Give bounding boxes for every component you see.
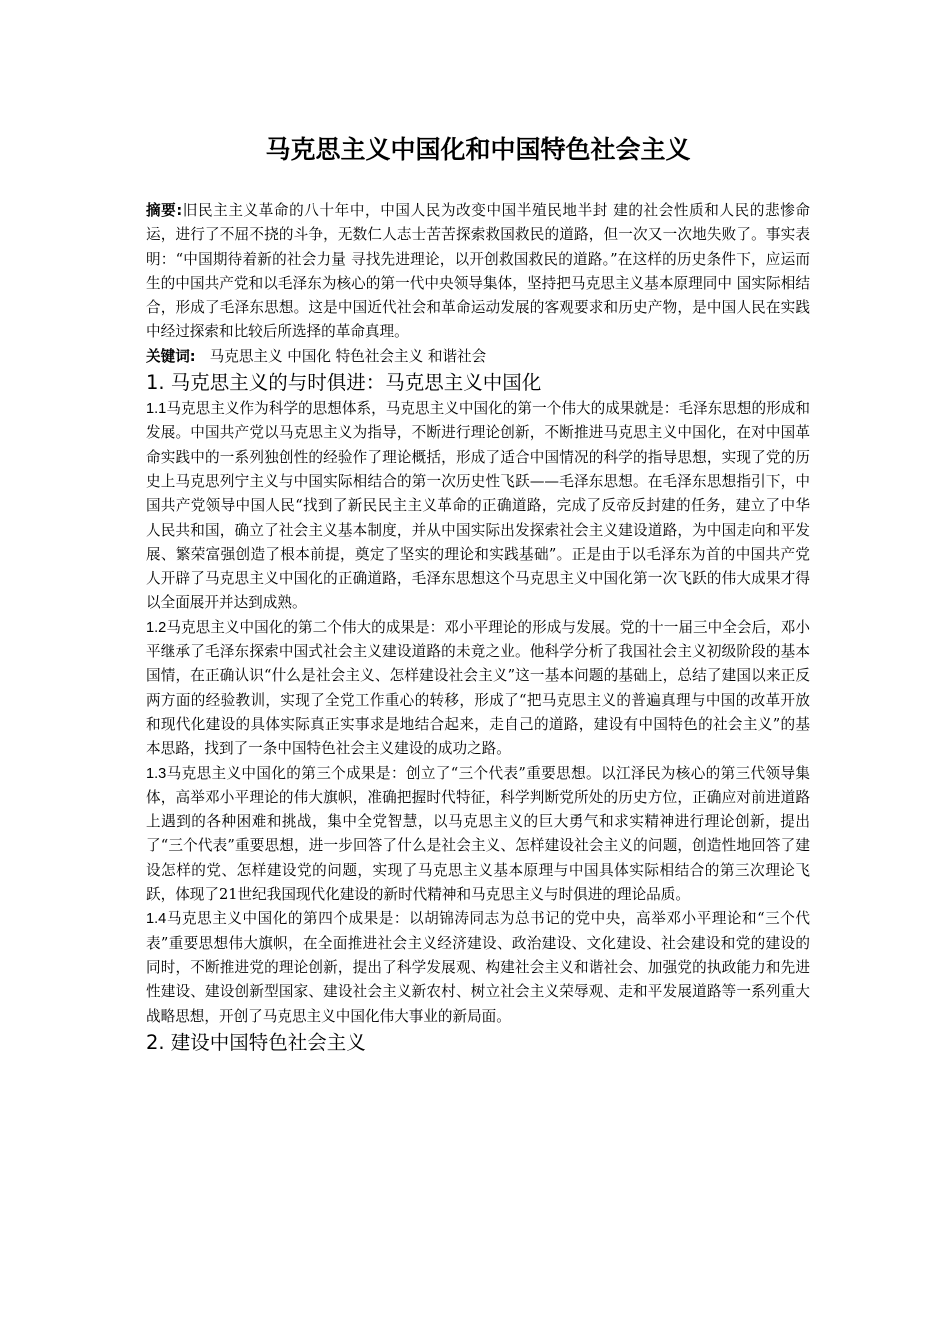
abstract-label: 摘要: [146, 202, 183, 219]
paragraph-1-2 [146, 616, 810, 762]
keywords-label: 关键词: [146, 347, 196, 365]
document-title: 马克思主义中国化和中国特色社会主义 [265, 135, 691, 164]
document-body [146, 199, 810, 1057]
paragraph-1-3 [146, 762, 810, 908]
section-2-heading: 2. 建设中国特色社会主义 [146, 1030, 366, 1054]
paragraph-number: 1.2 [146, 619, 167, 636]
keywords-text: 马克思主义 中国化 特色社会主义 和谐社会 [209, 347, 487, 365]
keywords-paragraph [146, 345, 810, 369]
abstract-text: 旧民主主义革命的八十年中，中国人民为改变中国半殖民地半封 建的社会性质和人民的悲惨命运，进行了不屈不挠的斗争，无数仁人志士苦苦探索救国救民的道路，但一次又一次地失败了。事实表明：“中国期待着新的社会力量 寻找先进理论，以开创救国救民的道路。”在这样的历史条件下，应运而生的中国共产党和以毛泽东为核心的第一代中央领导集体，坚持把马克思主义基本原理同中 国实际相结合，形成了毛泽东思想。这是中国近代社会和革命运动发展的客观要求和历史产物，是中国人民在实践中经过探索和比较后所选择的革命真理。 [146, 202, 810, 341]
paragraph-1-4 [146, 907, 810, 1028]
paragraph-text: 马克思主义中国化的第二个伟大的成果是：邓小平理论的形成与发展。党的十一届三中全会后，邓小平继承了毛泽东探索中国式社会主义建设道路的未竟之业。他科学分析了我国社会主义初级阶段的基本国情，在正确认识“什么是社会主义、怎样建设社会主义”这一基本问题的基础上，总结了建国以来正反两方面的经验教训，实现了全党工作重心的转移，形成了“把马克思主义的普遍真理与中国的改革开放和现代化建设的具体实际真正实事求是地结合起来，走自己的道路，建设有中国特色的社会主义”的基本思路，找到了一条中国特色社会主义建设的成功之路。 [146, 618, 810, 758]
paragraph-text: 马克思主义中国化的第三个成果是：创立了“三个代表”重要思想。以江泽民为核心的第三代领导集体，高举邓小平理论的伟大旗帜，准确把握时代特征，科学判断党所处的历史方位，正确应对前进道路上遇到的各种困难和挑战，集中全党智慧，以马克思主义的巨大勇气和求实精神进行理论创新，提出了“三个代表”重要思想，进一步回答了什么是社会主义、怎样建设社会主义的问题，创造性地回答了建设怎样的党、怎样建设党的问题，实现了马克思主义基本原理与中国具体实际相结合的第三次理论飞跃，体现了21世纪我国现代化建设的新时代精神和马克思主义与时俱进的理论品质。 [146, 764, 810, 904]
paragraph-text: 马克思主义作为科学的思想体系，马克思主义中国化的第一个伟大的成果就是：毛泽东思想的形成和发展。中国共产党以马克思主义为指导，不断进行理论创新，不断推进马克思主义中国化，在对中国革命实践中的一系列独创性的经验作了理论概括，形成了适合中国情况的科学的指导思想，实现了党的历史上马克思列宁主义与中国实际相结合的第一次历史性飞跃——毛泽东思想。在毛泽东思想指引下，中国共产党领导中国人民“找到了新民民主主义革命的正确道路，完成了反帝反封建的任务，建立了中华人民共和国，确立了社会主义基本制度，并从中国实际出发探索社会主义建设道路，为中国走向和平发展、繁荣富强创造了根本前提，奠定了坚实的理论和实践基础”。正是由于以毛泽东为首的中国共产党人开辟了马克思主义中国化的正确道路，毛泽东思想这个马克思主义中国化第一次飞跃的伟大成果才得以全面展开并达到成熟。 [146, 400, 810, 612]
paragraph-number: 1.4 [146, 911, 167, 928]
section-1-heading: 1. 马克思主义的与时俱进：马克思主义中国化 [146, 371, 542, 395]
paragraph-number: 1.3 [146, 765, 167, 782]
paragraph-1-1 [146, 397, 810, 616]
paragraph-number: 1.1 [146, 401, 167, 418]
abstract-paragraph [146, 199, 810, 345]
paragraph-text: 马克思主义中国化的第四个成果是：以胡锦涛同志为总书记的党中央，高举邓小平理论和“三个代表”重要思想伟大旗帜，在全面推进社会主义经济建设、政治建设、文化建设、社会建设和党的建设的同时，不断推进党的理论创新，提出了科学发展观、构建社会主义和谐社会、加强党的执政能力和先进性建设、建设创新型国家、建设社会主义新农村、树立社会主义荣辱观、走和平发展道路等一系列重大战略思想，开创了马克思主义中国化伟大事业的新局面。 [146, 910, 810, 1025]
